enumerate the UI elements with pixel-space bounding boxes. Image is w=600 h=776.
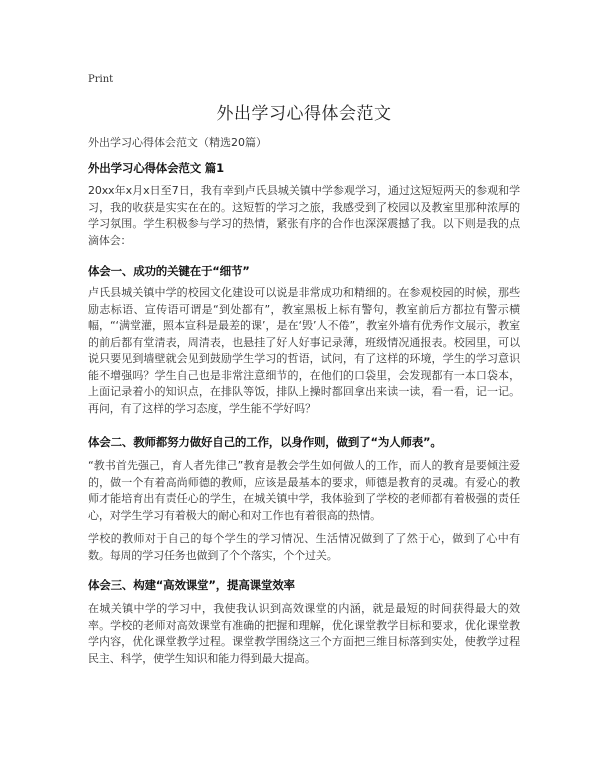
article-subtitle: 外出学习心得体会范文（精选20篇） xyxy=(88,136,267,149)
section-2-paragraph-1: “教书首先强己，育人者先律己”教育是教会学生如何做人的工作，而人的教育是要倾注爱的，做一个有着高尚师德的教师，应该是最基本的要求，师德是教育的灵魂。有爱心的教师才能培育出有责任心的学生，在城关镇中学，我体验到了学校的老师都有着极强的责任心，对学生学习有着极大的耐心和对工作也有着很高的热情。 xyxy=(88,459,520,522)
article-heading: 外出学习心得体会范文 篇1 xyxy=(88,161,224,175)
page-title: 外出学习心得体会范文 xyxy=(216,104,392,124)
section-heading-1: 体会一、成功的关键在于“细节” xyxy=(88,264,250,278)
intro-paragraph: 20xx年x月x日至7日，我有幸到卢氏县城关镇中学参观学习，通过这短短两天的参观和学习，我的收获是实实在在的。这短暂的学习之旅，我感受到了校园以及教室里那种浓厚的学习氛围。学生积极参与学习的热情，紧张有序的合作也深深震撼了我。以下则是我的点滴体会： xyxy=(88,184,520,247)
print-link[interactable]: Print xyxy=(88,74,114,85)
section-3-paragraph-1: 在城关镇中学的学习中，我使我认识到高效课堂的内涵，就是最短的时间获得最大的效率。学校的老师对高效课堂有准确的把握和理解，优化课堂教学目标和要求，优化课堂教学内容，优化课堂教学过程。课堂教学围绕这三个方面把三维目标落到实处，使教学过程民主、科学，使学生知识和能力得到最大提高。 xyxy=(88,602,520,665)
section-1-paragraph-1: 卢氏县城关镇中学的校园文化建设可以说是非常成功和精细的。在参观校园的时候，那些励志标语、宣传语可谓是“到处都有”，教室黑板上标有警句，教室前后方都拉有警示横幅，“‘满堂灌，照本宣科是最差的课’，是在‘毁’人不倦”，教室外墙有优秀作文展示，教室的前后都有堂清表，周清表，也悬挂了好人好事记录薄，班级情况通报表。校园里，可以说只要见到墙壁就会见到鼓励学生学习的哲语，试问，有了这样的环境，学生的学习意识能不增强吗？学生自己也是非常注意细节的，在他们的口袋里，会发现都有一本口袋本，上面记录着小的知识点，在排队等饭，排队上操时都回拿出来读一读，看一看，记一记。再问，有了这样的学习态度，学生能不学好吗？ xyxy=(88,286,520,415)
section-heading-2: 体会二、教师都努力做好自己的工作，以身作则，做到了“为人师表”。 xyxy=(88,435,442,449)
section-heading-3: 体会三、构建“高效课堂”，提高课堂效率 xyxy=(88,578,295,592)
section-2-paragraph-2: 学校的教师对于自己的每个学生的学习情况、生活情况做到了了然于心，做到了心中有数。每周的学习任务也做到了个个落实，个个过关。 xyxy=(88,532,520,562)
